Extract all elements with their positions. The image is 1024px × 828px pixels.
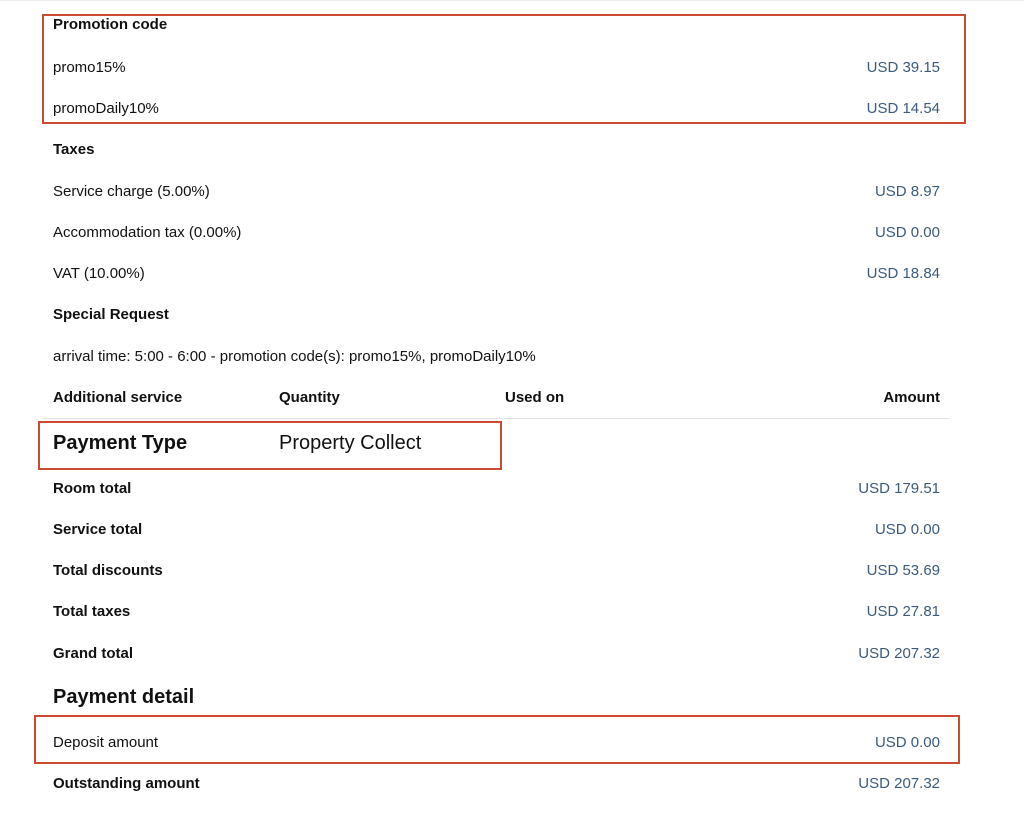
total-amount: USD 0.00 [874, 520, 940, 538]
total-label: Room total [53, 479, 132, 497]
total-row-room [53, 474, 940, 502]
promotion-label: promoDaily10% [53, 99, 159, 117]
column-header-used-on: Used on [505, 389, 565, 406]
special-request-text: arrival time: 5:00 - 6:00 - promotion code(s): promo15%, promoDaily10% [53, 347, 536, 365]
total-amount: USD 207.32 [858, 644, 940, 662]
payment-detail-heading: Payment detail [53, 686, 195, 708]
tax-amount: USD 8.97 [874, 182, 940, 200]
total-row-grand [53, 639, 940, 667]
total-label: Service total [53, 520, 143, 538]
tax-label: Accommodation tax (0.00%) [53, 223, 242, 241]
payment-row-outstanding [53, 769, 940, 797]
promotion-row-promodaily10 [53, 94, 940, 122]
special-request-heading: Special Request [53, 306, 169, 323]
column-header-quantity: Quantity [279, 389, 340, 406]
total-label: Total taxes [53, 602, 131, 620]
payment-type-label: Payment Type [53, 432, 188, 454]
promotion-code-heading: Promotion code [53, 16, 168, 33]
tax-row-vat [53, 259, 940, 287]
tax-label: Service charge (5.00%) [53, 182, 210, 200]
promotion-amount: USD 39.15 [866, 58, 940, 76]
taxes-heading: Taxes [53, 141, 95, 158]
payment-amount: USD 0.00 [874, 733, 940, 751]
total-label: Grand total [53, 644, 134, 662]
table-divider [42, 418, 950, 419]
payment-row-deposit [53, 728, 940, 756]
column-header-additional-service: Additional service [53, 389, 183, 406]
total-amount: USD 27.81 [866, 602, 940, 620]
total-label: Total discounts [53, 561, 163, 579]
tax-row-accommodation [53, 218, 940, 246]
payment-label: Deposit amount [53, 733, 159, 751]
top-border [0, 0, 1024, 1]
special-request-row [53, 342, 940, 370]
tax-label: VAT (10.00%) [53, 264, 145, 282]
tax-row-service-charge [53, 177, 940, 205]
total-amount: USD 179.51 [858, 479, 940, 497]
payment-type-value: Property Collect [279, 432, 422, 454]
payment-label: Outstanding amount [53, 774, 200, 792]
promotion-label: promo15% [53, 58, 126, 76]
tax-amount: USD 0.00 [874, 223, 940, 241]
tax-amount: USD 18.84 [866, 264, 940, 282]
payment-amount: USD 207.32 [858, 774, 940, 792]
total-amount: USD 53.69 [866, 561, 940, 579]
promotion-row-promo15 [53, 53, 940, 81]
total-row-taxes [53, 597, 940, 625]
total-row-service [53, 515, 940, 543]
column-header-amount: Amount [883, 389, 940, 406]
promotion-amount: USD 14.54 [866, 99, 940, 117]
total-row-discounts [53, 556, 940, 584]
